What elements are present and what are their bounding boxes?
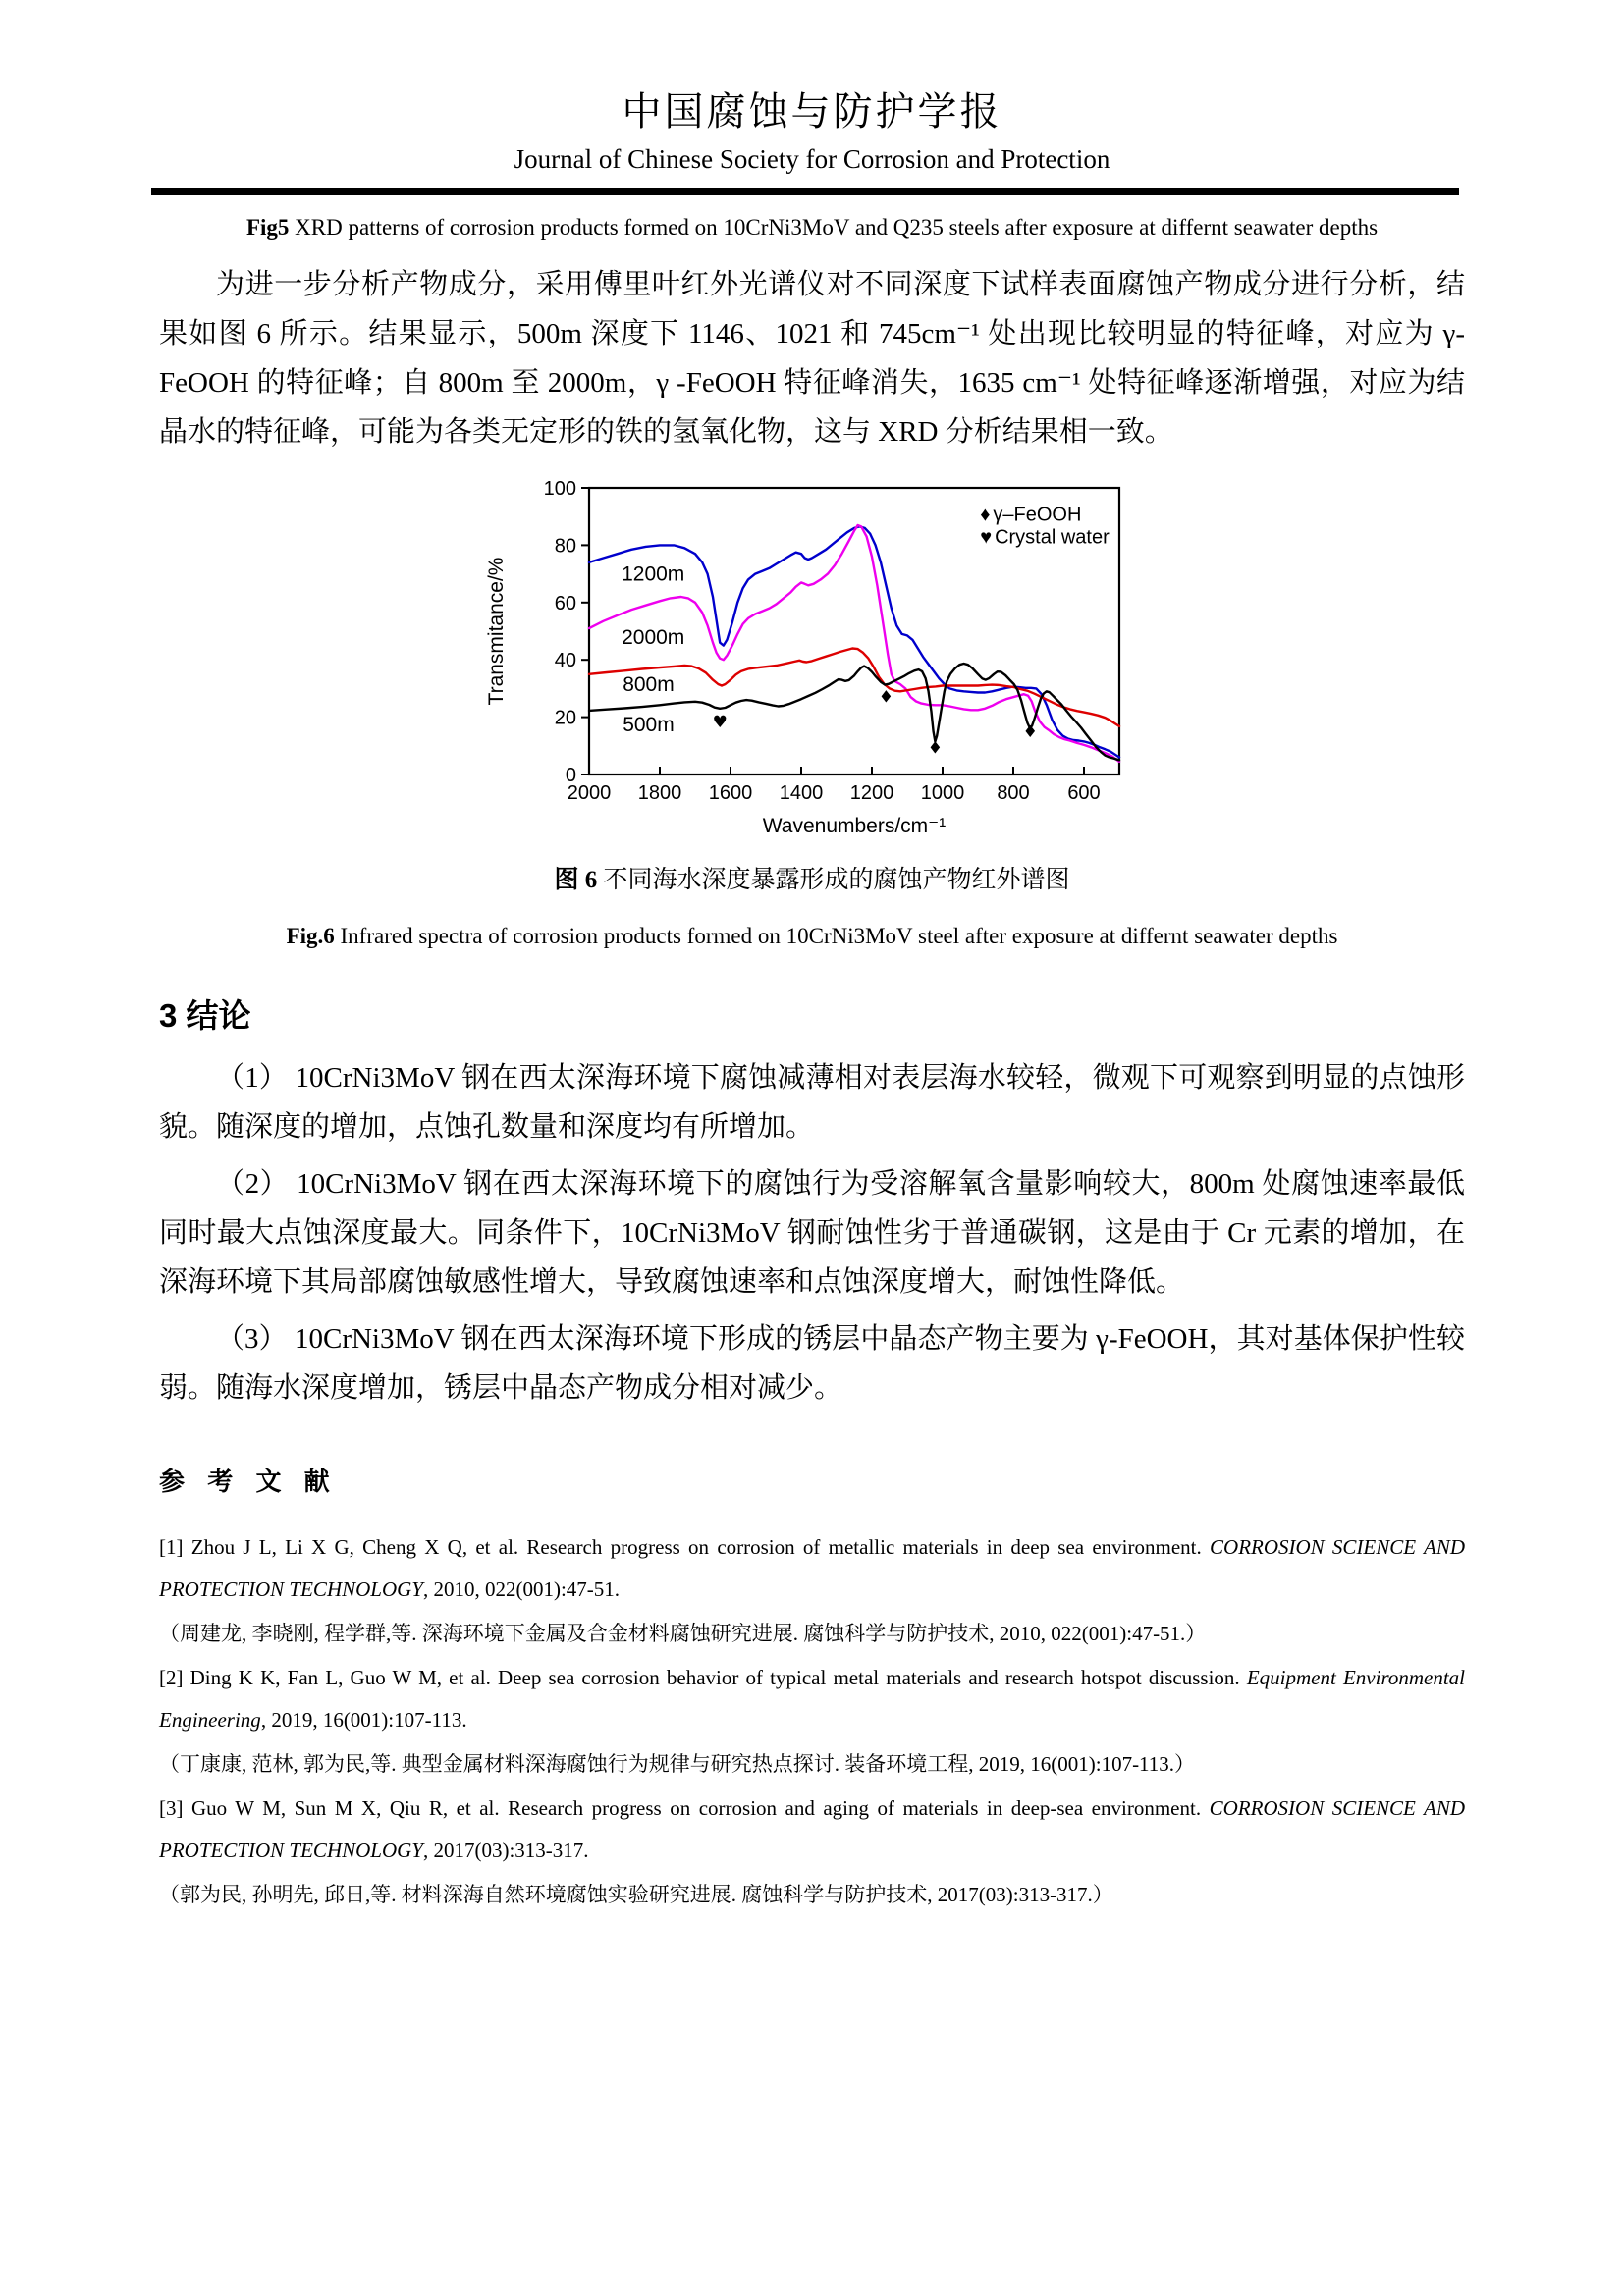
- svg-text:1600: 1600: [708, 782, 753, 804]
- svg-text:20: 20: [554, 707, 576, 729]
- svg-text:1800: 1800: [637, 782, 682, 804]
- svg-text:♥: ♥: [712, 713, 728, 732]
- references-heading: 参 考 文 献: [159, 1467, 338, 1496]
- svg-text:1000: 1000: [920, 782, 965, 804]
- reference-translation: （郭为民, 孙明先, 邱日,等. 材料深海自然环境腐蚀实验研究进展. 腐蚀科学与防护技术, 2017(03):313-317.）: [159, 1883, 1113, 1906]
- fig6-caption-zh-label: 图 6: [554, 867, 598, 893]
- reference-translation: （丁康康, 范林, 郭为民,等. 典型金属材料深海腐蚀行为规律与研究热点探讨. 装备环境工程, 2019, 16(001):107-113.）: [159, 1752, 1196, 1776]
- fig6-caption-en-text: Infrared spectra of corrosion products formed on 10CrNi3MoV steel after exposure at differnt seawater depths: [334, 924, 1338, 948]
- svg-text:♦γ–FeOOH: ♦ γ–FeOOH: [980, 504, 1082, 526]
- figure-6: [473, 472, 1151, 845]
- ir-spectra-chart: [473, 472, 1151, 840]
- svg-text:500m: 500m: [623, 713, 675, 736]
- reference-entry: [1] Zhou J L, Li X G, Cheng X Q, et al. Research progress on corrosion of metallic materials in deep sea environment. CORROSION SCIENCE AND PROTECTION TECHNOLOGY, 2010, 022(001):47-51.: [159, 1535, 1465, 1601]
- conclusion-item-3: （3） 10CrNi3MoV 钢在西太深海环境下形成的锈层中晶态产物主要为 γ-FeOOH，其对基体保护性较弱。随海水深度增加，锈层中晶态产物成分相对减少。: [159, 1323, 1465, 1404]
- svg-text:♦: ♦: [1022, 722, 1038, 743]
- reference-entry: [3] Guo W M, Sun M X, Qiu R, et al. Research progress on corrosion and aging of materials in deep-sea environment. CORROSION SCIENCE AND PROTECTION TECHNOLOGY, 2017(03):313-317.: [159, 1796, 1465, 1862]
- svg-text:800m: 800m: [623, 673, 675, 696]
- fig6-caption-zh: [159, 857, 1465, 904]
- fig5-caption-text: XRD patterns of corrosion products formed on 10CrNi3MoV and Q235 steels after exposure at differnt seawater depths: [289, 215, 1379, 240]
- svg-text:♥Crystal water: ♥ Crystal water: [980, 526, 1110, 549]
- journal-title-zh: 中国腐蚀与防护学报: [622, 89, 1002, 133]
- fig5-caption-label: Fig5: [245, 215, 290, 240]
- reference-translation: （周建龙, 李晓刚, 程学群,等. 深海环境下金属及合金材料腐蚀研究进展. 腐蚀科学与防护技术, 2010, 022(001):47-51.）: [159, 1622, 1207, 1645]
- reference-entry: [2] Ding K K, Fan L, Guo W M, et al. Deep sea corrosion behavior of typical metal materials and research hotspot discussion. Equipment Environmental Engineering, 2019, 16(001):107-113.: [159, 1666, 1466, 1732]
- conclusion-item-2: （2） 10CrNi3MoV 钢在西太深海环境下的腐蚀行为受溶解氧含量影响较大，800m 处腐蚀速率最低同时最大点蚀深度最大。同条件下，10CrNi3MoV 钢耐蚀性劣于普通碳钢，这是由于 Cr 元素的增加，在深海环境下其局部腐蚀敏感性增大，导致腐蚀速率和点蚀深度增大，耐蚀性降低。: [159, 1168, 1465, 1298]
- svg-text:800: 800: [997, 782, 1030, 804]
- conclusions-heading: 3 结论: [159, 997, 251, 1034]
- fig5-caption: [159, 203, 1465, 252]
- header-rule: [151, 188, 1459, 195]
- fig6-caption-en-label: Fig.6: [286, 924, 335, 948]
- svg-text:1200: 1200: [849, 782, 894, 804]
- svg-text:100: 100: [543, 478, 576, 500]
- svg-text:600: 600: [1067, 782, 1101, 804]
- svg-text:2000m: 2000m: [622, 625, 685, 649]
- svg-text:Transmitance/%: Transmitance/%: [485, 557, 508, 706]
- svg-text:Wavenumbers/cm⁻¹: Wavenumbers/cm⁻¹: [762, 815, 947, 837]
- svg-text:0: 0: [565, 765, 576, 786]
- svg-text:♦: ♦: [878, 687, 894, 708]
- journal-header: [159, 86, 1465, 195]
- intro-paragraph: 为进一步分析产物成分，采用傅里叶红外光谱仪对不同深度下试样表面腐蚀产物成分进行分析，结果如图 6 所示。结果显示，500m 深度下 1146、1021 和 745cm⁻¹ 处出现比较明显的特征峰，对应为 γ-FeOOH 的特征峰；自 800m 至 2000m，γ -FeOOH 特征峰消失，1635 cm⁻¹ 处特征峰逐渐增强，对应为结晶水的特征峰，可能为各类无定形的铁的氢氧化物，这与 XRD 分析结果相一致。: [159, 269, 1465, 448]
- journal-title-en: Journal of Chinese Society for Corrosion and Protection: [514, 144, 1110, 174]
- svg-text:80: 80: [554, 535, 576, 558]
- conclusion-item-1: （1） 10CrNi3MoV 钢在西太深海环境下腐蚀减薄相对表层海水较轻，微观下可观察到明显的点蚀形貌。随深度的增加，点蚀孔数量和深度均有所增加。: [159, 1062, 1465, 1143]
- svg-text:1200m: 1200m: [622, 562, 685, 586]
- svg-text:♦: ♦: [927, 738, 944, 759]
- fig6-caption-en: [159, 912, 1465, 961]
- svg-text:1400: 1400: [779, 782, 824, 804]
- fig6-caption-zh-text: 不同海水深度暴露形成的腐蚀产物红外谱图: [597, 867, 1070, 893]
- svg-text:2000: 2000: [567, 782, 612, 804]
- svg-text:60: 60: [554, 592, 576, 614]
- references-list: [159, 1526, 1465, 1916]
- svg-text:40: 40: [554, 650, 576, 672]
